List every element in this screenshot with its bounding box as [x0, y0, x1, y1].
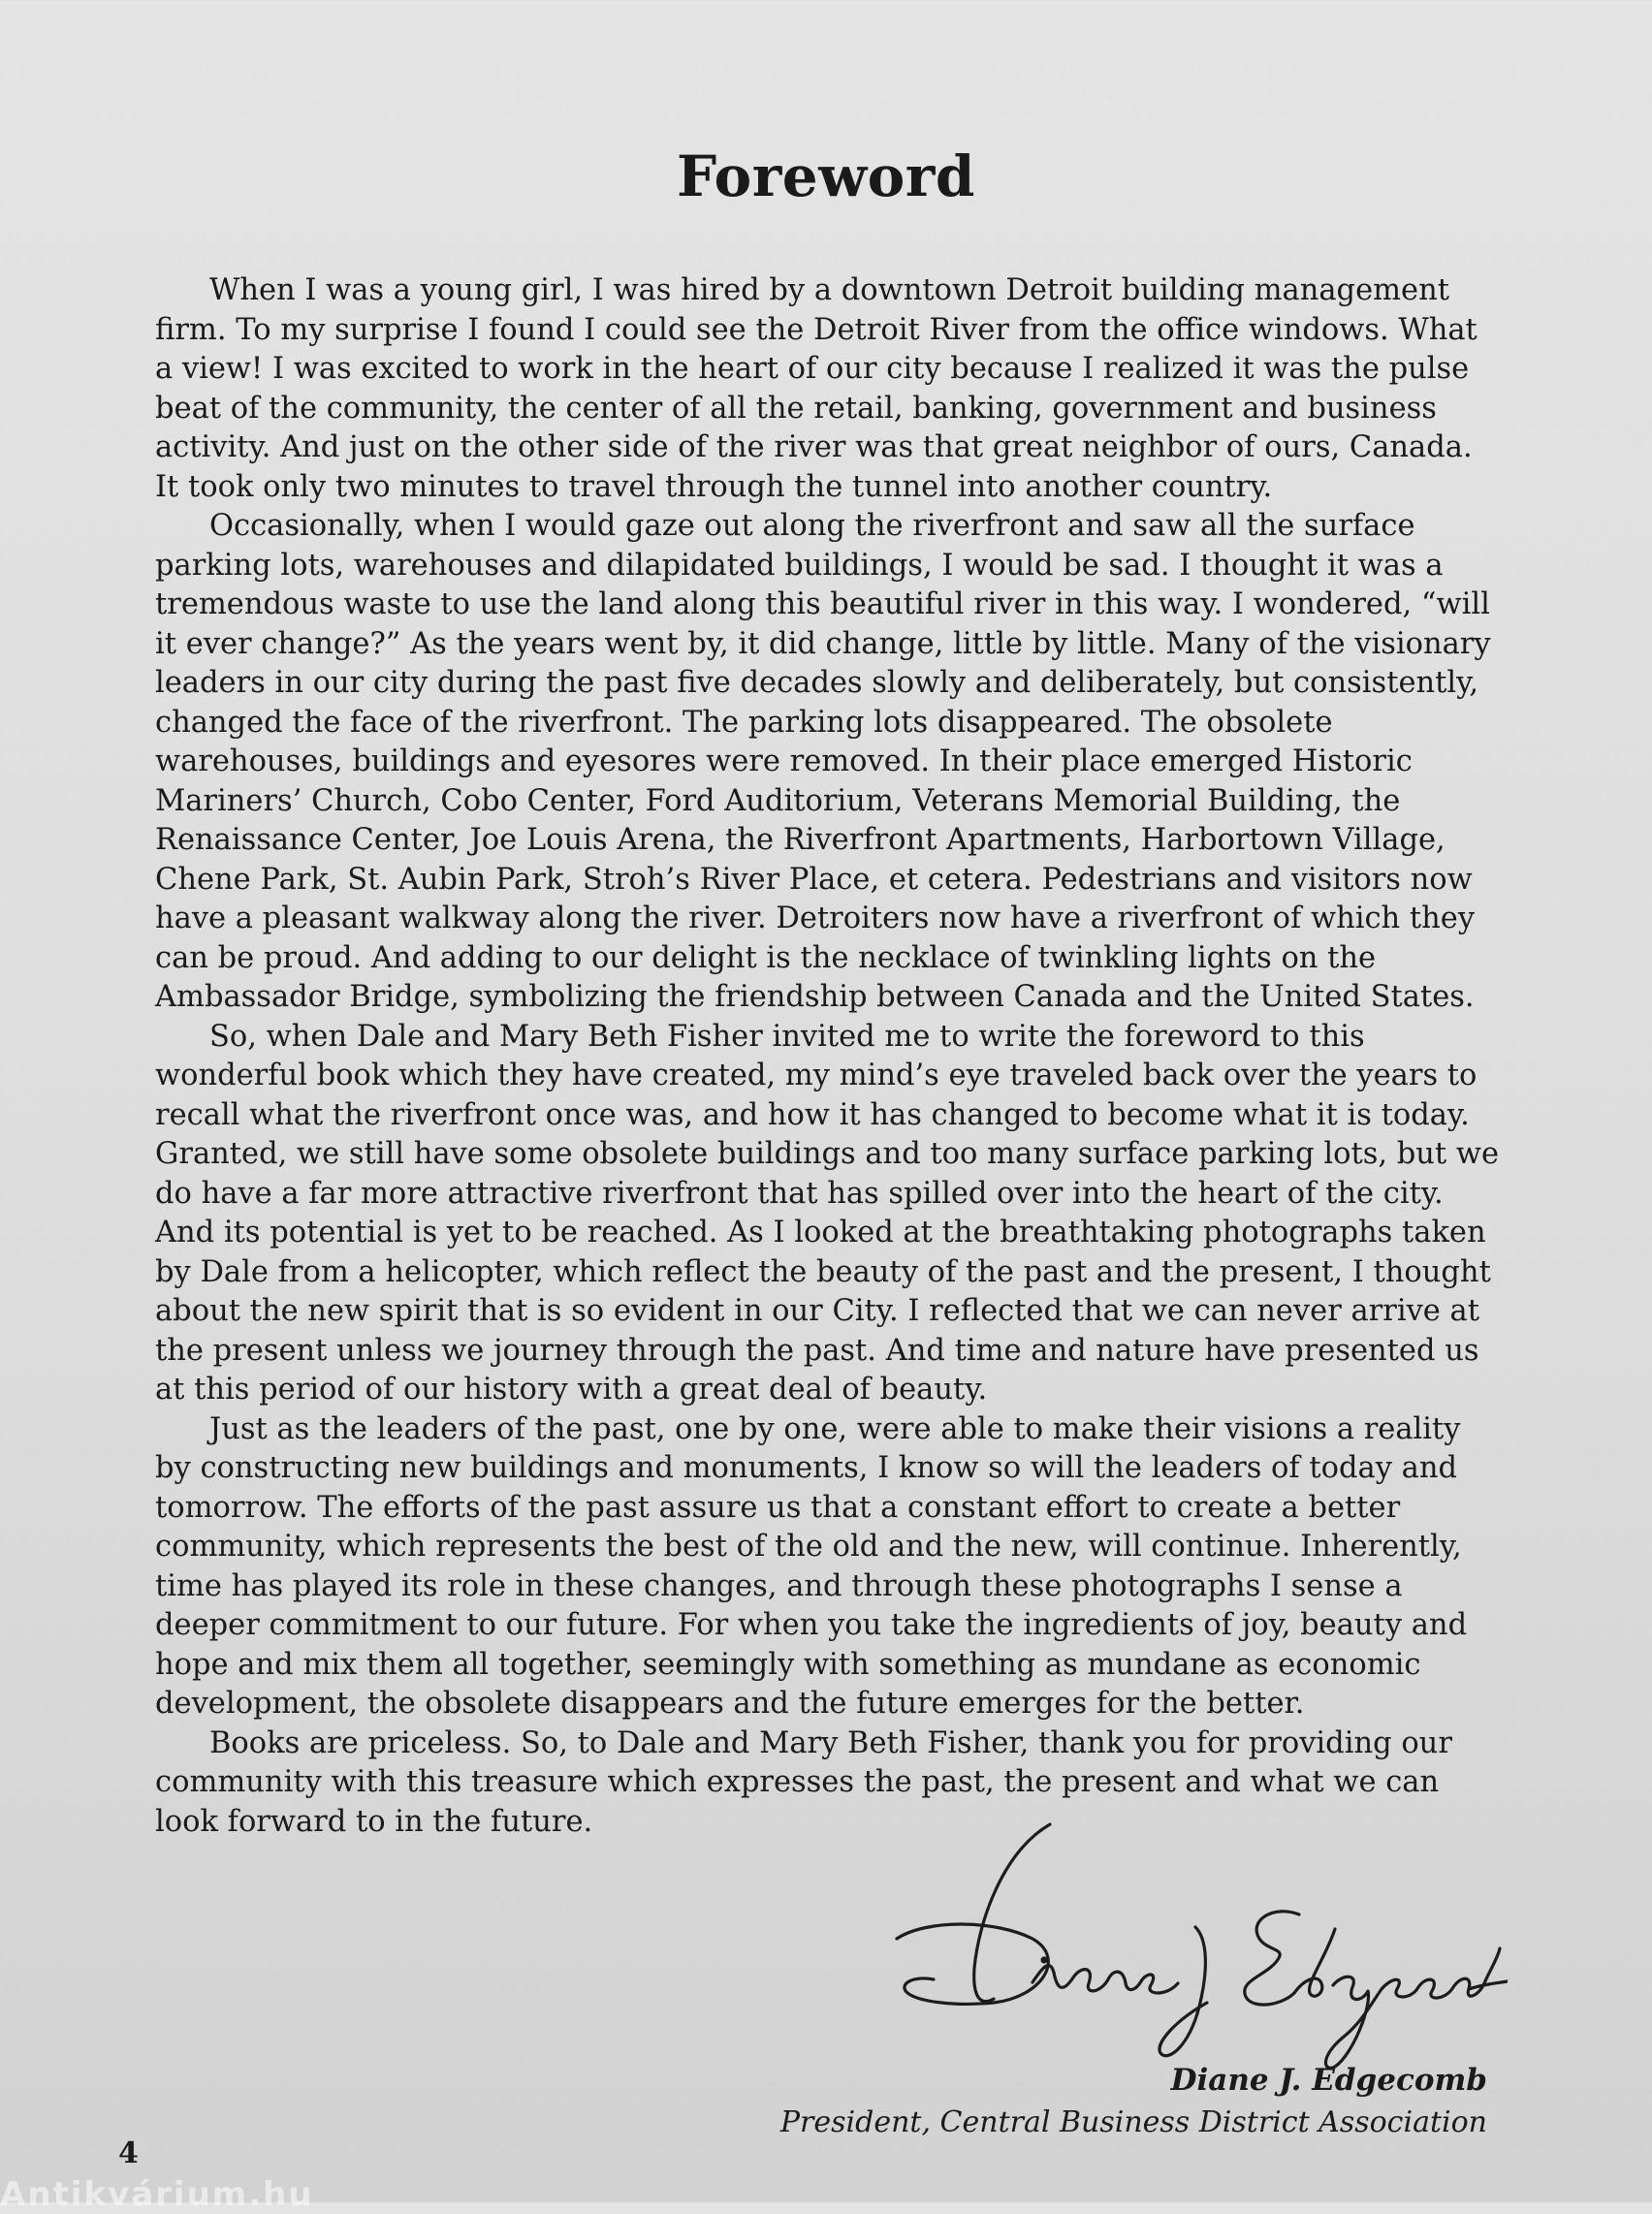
page-number: 4	[118, 2136, 139, 2170]
paragraph-2: Occasionally, when I would gaze out along the riverfront and saw all the surface parking lots, warehouses and dilapidated buildings, I would be sad. I thought it was a tremendous waste to use the land along this beautiful river in this way. I wondered, “will it ever change?” As the years went by, it did change, little by little. Many of the visionary leaders in our city during the past five decades slowly and deliberately, but consistently, changed the face of the riverfront. The parking lots disappeared. The obsolete warehouses, buildings and eyesores were removed. In their place emerged Historic Mariners’ Church, Cobo Center, Ford Auditorium, Veterans Memorial Building, the Renaissance Center, Joe Louis Arena, the Riverfront Apartments, Harbortown Village, Chene Park, St. Aubin Park, Stroh’s River Place, et cetera. Pedestrians and visitors now have a pleasant walkway along the river. Detroiters now have a riverfront of which they can be proud. And adding to our delight is the necklace of twinkling lights on the Ambassador Bridge, symbolizing the friendship between Canada and the United States.	[155, 509, 1491, 1014]
signer-name: Diane J. Edgecomb	[1170, 2063, 1487, 2098]
signer-title: President, Central Business District Association	[779, 2105, 1487, 2139]
foreword-body	[155, 271, 1503, 1842]
watermark: Antikvárium.hu	[0, 2175, 314, 2214]
page-title: Foreword	[677, 143, 975, 209]
paragraph-1: When I was a young girl, I was hired by a downtown Detroit building management firm. To my surprise I found I could see the Detroit River from the office windows. What a view! I was excited to work in the heart of our city because I realized it was the pulse beat of the community, the center of all the retail, banking, government and business activity. And just on the other side of the river was that great neighbor of ours, Canada. It took only two minutes to travel through the tunnel into another country.	[155, 273, 1477, 504]
paragraph-3: So, when Dale and Mary Beth Fisher invited me to write the foreword to this wonderful book which they have created, my mind’s eye traveled back over the years to recall what the riverfront once was, and how it has changed to become what it is today. Granted, we still have some obsolete buildings and too many surface parking lots, but we do have a far more attractive riverfront that has spilled over into the heart of the city. And its potential is yet to be reached. As I looked at the breathtaking photographs taken by Dale from a helicopter, which reflect the beauty of the past and the present, I thought about the new spirit that is so evident in our City. I reflected that we can never arrive at the present unless we journey through the past. And time and nature have presented us at this period of our history with a great deal of beauty.	[155, 1019, 1500, 1407]
paragraph-4: Just as the leaders of the past, one by one, were able to make their visions a reality by constructing new buildings and monuments, I know so will the leaders of today and tomorrow. The efforts of the past assure us that a constant effort to create a better community, which represents the best of the old and the new, will continue. Inherently, time has played its role in these changes, and through these photographs I sense a deeper commitment to our future. For when you take the ingredients of joy, beauty and hope and mix them all together, seemingly with something as mundane as economic development, the obsolete disappears and the future emerges for the better.	[155, 1411, 1468, 1721]
paragraph-5: Books are priceless. So, to Dale and Mary Beth Fisher, thank you for providing our community with this treasure which expresses the past, the present and what we can look forward to in the future.	[155, 1725, 1452, 1839]
handwritten-signature	[887, 1813, 1508, 2074]
